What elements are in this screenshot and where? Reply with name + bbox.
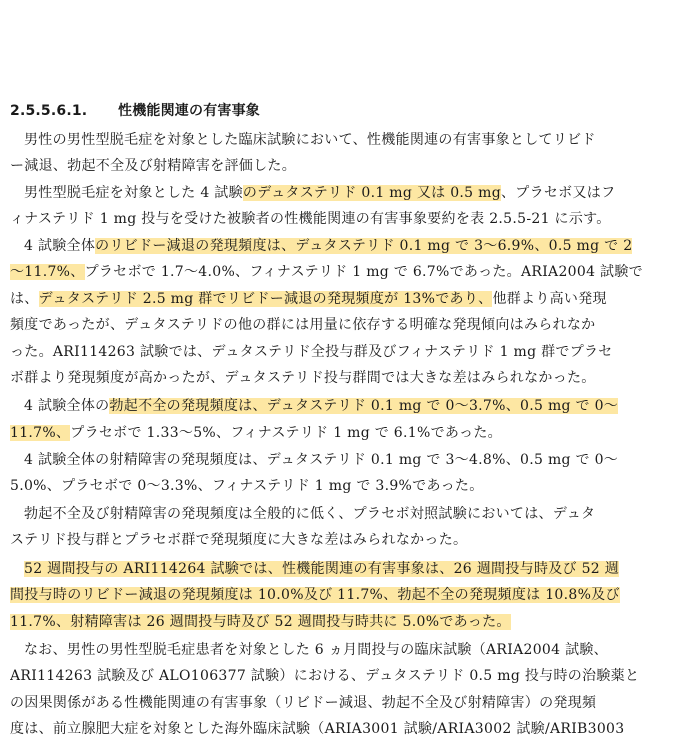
text-segment: 4 試験全体	[24, 238, 96, 254]
text-line	[10, 180, 690, 206]
text-line	[10, 609, 690, 635]
text-line	[10, 473, 690, 499]
text-segment: なお、男性の男性型脱毛症患者を対象とした 6 ヵ月間投与の臨床試験（ARIA2004 試験、	[24, 642, 608, 658]
text-segment: 4 試験全体の	[24, 398, 110, 414]
text-segment: は、	[10, 291, 39, 307]
text-line	[10, 716, 690, 742]
text-line	[10, 259, 690, 285]
text-line	[10, 420, 690, 446]
text-line	[10, 153, 690, 179]
highlighted-text: のリビドー減退の発現頻度は、デュタステリド 0.1 mg で 3～6.9%、0.5 mg で 2	[95, 238, 633, 254]
text-line	[10, 233, 690, 259]
text-segment: ARI114263 試験及び ALO106377 試験）における、デュタステリド 0.5 mg 投与時の治験薬と	[10, 668, 640, 684]
highlighted-text: 勃起不全の発現頻度は、デュタステリド 0.1 mg で 0～3.7%、0.5 mg で 0～	[109, 398, 619, 414]
text-segment: った。ARI114263 試験では、デュタステリド全投与群及びフィナステリド 1 mg 群でプラセ	[10, 344, 613, 360]
text-segment: 4 試験全体の射精障害の発現頻度は、デュタステリド 0.1 mg で 3～4.8%、0.5 mg で 0～	[24, 452, 619, 468]
highlighted-text: ～11.7%、	[10, 264, 85, 280]
text-segment: の因果関係がある性機能関連の有害事象（リビドー減退、勃起不全及び射精障害）の発現頻	[10, 695, 597, 711]
section-heading	[10, 100, 260, 120]
text-segment: プラセボで 1.33～5%、フィナステリド 1 mg で 6.1%であった。	[70, 425, 502, 441]
text-line	[10, 556, 690, 582]
text-line	[10, 501, 690, 527]
text-line	[10, 527, 690, 553]
text-segment: 勃起不全及び射精障害の発現頻度は全般的に低く、プラセボ対照試験においては、デュタ	[24, 506, 596, 522]
text-line	[10, 637, 690, 663]
highlighted-text: のデュタステリド 0.1 mg 又は 0.5 mg	[242, 185, 501, 201]
text-line	[10, 393, 690, 419]
text-segment: 頻度であったが、デュタステリドの他の群には用量に依存する明確な発現傾向はみられなか	[10, 317, 596, 333]
text-segment: 度は、前立腺肥大症を対象とした海外臨床試験（ARIA3001 試験/ARIA3002 試験/ARIB3003	[10, 721, 625, 737]
text-segment: プラセボで 1.7～4.0%、フィナステリド 1 mg で 6.7%であった。ARIA2004 試験で	[84, 264, 643, 280]
text-line	[10, 663, 690, 689]
highlighted-text: 52 週間投与の ARI114264 試験では、性機能関連の有害事象は、26 週間投与時及び 52 週	[24, 561, 620, 577]
text-line	[10, 127, 690, 153]
text-segment: ィナステリド 1 mg 投与を受けた被験者の性機能関連の有害事象要約を表 2.5.5-21 に示す。	[10, 211, 611, 227]
highlighted-text: 11.7%、射精障害は 26 週間投与時及び 52 週間投与時共に 5.0%であった。	[10, 614, 511, 630]
text-line	[10, 286, 690, 312]
text-line	[10, 447, 690, 473]
highlighted-text: 間投与時のリビドー減退の発現頻度は 10.0%及び 11.7%、勃起不全の発現頻度は 10.8%及び	[10, 587, 620, 603]
text-line	[10, 206, 690, 232]
text-line	[10, 582, 690, 608]
text-line	[10, 365, 690, 391]
text-segment: 5.0%、プラセボで 0～3.3%、フィナステリド 1 mg で 3.9%であった。	[10, 478, 484, 494]
text-segment: ボ群より発現頻度が高かったが、デュタステリド投与群間では大きな差はみられなかった。	[10, 370, 596, 386]
text-line	[10, 339, 690, 365]
highlighted-text: デュタステリド 2.5 mg 群でリビドー減退の発現頻度が 13%であり、	[38, 291, 493, 307]
text-segment: 男性の男性型脱毛症を対象とした臨床試験において、性機能関連の有害事象としてリビド	[24, 132, 596, 148]
text-segment: ステリド投与群とプラセボ群で発現頻度に大きな差はみられなかった。	[10, 532, 468, 548]
text-segment: 、プラセボ又はフ	[500, 185, 616, 201]
text-segment: 男性型脱毛症を対象とした 4 試験	[24, 185, 243, 201]
text-line	[10, 690, 690, 716]
highlighted-text: 11.7%、	[10, 425, 71, 441]
section-title: 性機能関連の有害事象	[118, 103, 260, 119]
text-segment: 他群より高い発現	[492, 291, 607, 307]
text-line	[10, 312, 690, 338]
section-number: 2.5.5.6.1.	[10, 103, 88, 119]
text-segment: ー減退、勃起不全及び射精障害を評価した。	[10, 158, 296, 174]
